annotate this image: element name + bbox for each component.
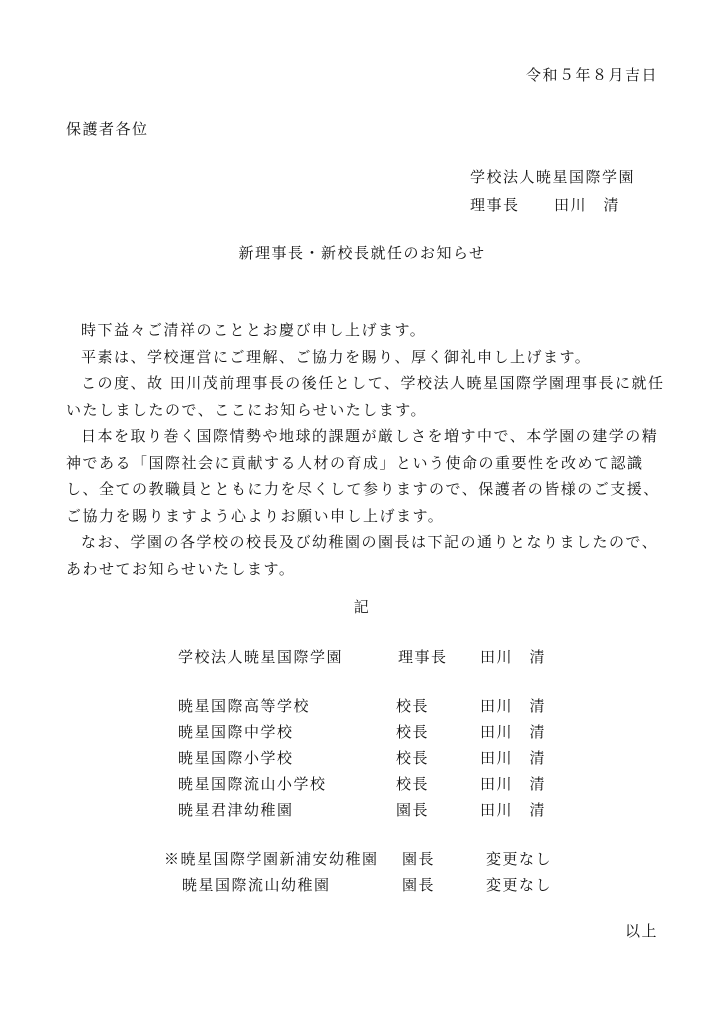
school-role: 校長 (396, 775, 430, 793)
body-paragraph: なお、学園の各学校の校長及び幼稚園の園長は下記の通りとなりましたので、あわせてお知らせいたします。 (66, 533, 659, 578)
body-paragraph: 平素は、学校運営にご理解、ご協力を賜り、厚く御礼申し上げます。 (81, 347, 592, 366)
closing-remark: 以上 (624, 922, 658, 940)
school-role: 園長 (402, 876, 436, 894)
chairman-org: 学校法人暁星国際学園 (178, 648, 344, 666)
school-head-name: 田川 清 (480, 723, 547, 741)
ki-heading: 記 (353, 598, 371, 616)
body-paragraph: 時下益々ご清祥のこととお慶び申し上げます。 (81, 321, 427, 339)
school-role: 校長 (396, 723, 430, 741)
body-paragraph: この度、故 田川茂前理事長の後任として、学校法人暁星国際学園理事長に就任いたしましたので、ここにお知らせいたします。 (66, 374, 665, 419)
sender-signature (470, 194, 620, 215)
school-name: 暁星君津幼稚園 (178, 801, 294, 819)
school-name: 暁星国際高等学校 (178, 697, 311, 715)
sender-role: 理事長 (470, 196, 520, 214)
school-name: 暁星国際小学校 (178, 749, 294, 767)
school-role: 校長 (396, 749, 430, 767)
school-name: 暁星国際流山小学校 (178, 775, 327, 793)
letter-body (66, 317, 666, 582)
school-head-name: 田川 清 (480, 775, 547, 793)
school-role: 園長 (396, 801, 430, 819)
head-status: 変更なし (486, 876, 553, 894)
addressee: 保護者各位 (66, 120, 149, 138)
sender-name: 田川 清 (554, 196, 621, 214)
document-title: 新理事長・新校長就任のお知らせ (238, 244, 486, 262)
sender-organization: 学校法人暁星国際学園 (470, 168, 636, 186)
issue-date: 令和５年８月吉日 (525, 66, 658, 84)
body-paragraph: 日本を取り巻く国際情勢や地球的課題が厳しさを増す中で、本学園の建学の精神である「国際社会に貢献する人材の育成」という使命の重要性を改めて認識し、全ての教職員とともに力を尽くして参りますので、保護者の皆様のご支援、ご協力を賜りますよう心よりお願い申し上げます。 (66, 427, 660, 525)
head-status: 変更なし (486, 850, 553, 868)
chairman-name: 田川 清 (480, 648, 547, 666)
school-head-name: 田川 清 (480, 801, 547, 819)
school-role: 校長 (396, 697, 430, 715)
chairman-role: 理事長 (398, 648, 448, 666)
school-head-name: 田川 清 (480, 697, 547, 715)
school-role: 園長 (402, 850, 436, 868)
school-name: 暁星国際中学校 (178, 723, 294, 741)
school-name: ※暁星国際学園新浦安幼稚園 (164, 850, 379, 868)
school-name: 暁星国際流山幼稚園 (182, 876, 331, 894)
school-head-name: 田川 清 (480, 749, 547, 767)
